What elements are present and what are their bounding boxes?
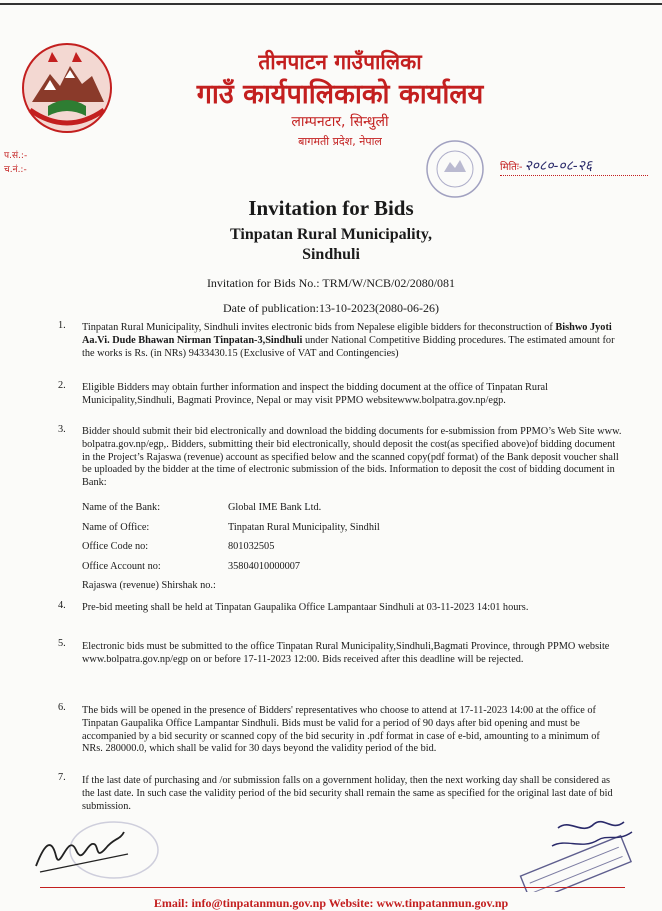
bank-row xyxy=(82,561,462,581)
project-name: Bishwo Jyoti Aa.Vi. Dude Bhawan Nirman Tinpatan-3,Sindhuli xyxy=(82,322,612,346)
footer-rule xyxy=(40,887,625,888)
bank-row xyxy=(82,541,462,561)
item-number: 6. xyxy=(58,702,66,713)
date-label: मितिः- xyxy=(500,162,523,173)
page-title: Invitation for Bids xyxy=(248,196,414,220)
bank-value: Global IME Bank Ltd. xyxy=(228,502,322,513)
bank-value: 801032505 xyxy=(228,541,275,552)
office-seal-icon xyxy=(424,138,486,200)
bank-key: Office Code no: xyxy=(82,541,149,552)
dispatch-number-label: च.नं.:- xyxy=(4,165,27,175)
municipality-name: तीनपाटन गाउँपालिका xyxy=(258,50,422,74)
org-name-line1: Tinpatan Rural Municipality, xyxy=(230,226,432,243)
clause-1-text-b: under National Competitive Bidding procedures. The estimated amount for the works is Rs. (in NRs) 9433430.15 (Exclusive of VAT and Contingencies) xyxy=(82,334,615,359)
province-line: बागमती प्रदेश, नेपाल xyxy=(298,135,382,148)
clause-7: If the last date of purchasing and /or submission falls on a government holiday, then the next working day shall be considered as the last date. In such case the validity period of the bid security shall remain the same as specified for the original last date of bid submission. xyxy=(82,775,613,812)
ref-number-label: प.सं.:- xyxy=(4,151,28,161)
bank-key: Office Account no: xyxy=(82,560,161,572)
nepal-emblem-icon xyxy=(18,40,116,136)
item-number: 2. xyxy=(58,380,66,391)
item-number: 4. xyxy=(58,600,66,611)
item-number: 7. xyxy=(58,772,66,783)
clause-1 xyxy=(82,322,622,360)
bank-row xyxy=(82,522,462,542)
office-name: गाउँ कार्यपालिकाको कार्यालय xyxy=(196,79,484,110)
signature-icon xyxy=(28,810,168,886)
item-number: 5. xyxy=(58,638,66,649)
bank-key: Name of Office: xyxy=(82,521,150,533)
bank-key: Rajaswa (revenue) Shirshak no.: xyxy=(82,580,216,591)
bank-value: Tinpatan Rural Municipality, Sindhil xyxy=(228,521,380,533)
bank-row xyxy=(82,580,462,600)
item-number: 3. xyxy=(58,424,66,435)
clause-6: The bids will be opened in the presence of Bidders' representatives who choose to attend at 17-11-2023 14:00 at the office of Tinpatan Gaupalika Office Lampantar Sindhuli. Bids must be valid for a period of 90 days after bid opening and must be accompanied by a bid security or scanned copy of the bid security in .pdf format in case of e-bid, amounting to a minimum of NRs. 280000.0, which shall be valid for 30 days beyond the validity period of the bid. xyxy=(82,705,600,755)
publication-date: Date of publication:13-10-2023(2080-06-26) xyxy=(223,301,439,315)
signature-stamp-icon xyxy=(508,810,638,892)
bank-row xyxy=(82,502,462,522)
date-field xyxy=(500,156,648,176)
org-name-line2: Sindhuli xyxy=(302,246,360,263)
clause-1-text-a: Tinpatan Rural Municipality, Sindhuli invites electronic bids from Nepalese eligible bidders for theconstruction of xyxy=(82,322,556,333)
item-number: 1. xyxy=(58,320,66,331)
office-location: लाम्पनटार, सिन्धुली xyxy=(291,114,389,130)
bank-key: Name of the Bank: xyxy=(82,502,161,513)
date-handwritten: २०८०-०८-२६ xyxy=(524,158,593,174)
footer-contact: Email: info@tinpatanmun.gov.np Website: www.tinpatanmun.gov.np xyxy=(153,896,509,910)
clause-2: Eligible Bidders may obtain further information and inspect the bidding document at the office of Tinpatan Rural Municipality,Sindhuli, Bagmati Province, Nepal or may visit PPMO websitewww.bolpatra.gov.np/egp. xyxy=(82,382,548,406)
top-rule xyxy=(0,3,662,5)
bank-value: 35804010000007 xyxy=(228,560,301,572)
bid-number: Invitation for Bids No.: TRM/W/NCB/02/2080/081 xyxy=(206,276,456,290)
clause-5: Electronic bids must be submitted to the office Tinpatan Rural Municipality,Sindhuli,Bagmati Province, through PPMO website www.bolpatra.gov.np/egp on or before 17-11-2023 12:00. Bids received after this deadline will be rejected. xyxy=(82,641,610,665)
bank-details xyxy=(82,502,462,600)
clause-3: Bidder should submit their bid electronically and download the bidding documents for e-submission from PPMO’s Web Site www. bolpatra.gov.np/egp,. Bidders, submitting their bid electronically, should deposit the cost(as specified above)of bidding document in the Project’s Rajaswa (revenue) account as specified below and the scanned copy(pdf format) of the Bank deposit voucher shall be uploaded by the bidder at the time of electronic submission of the bids. Information to deposit the cost of bidding document in Bank: xyxy=(82,426,622,489)
clause-4: Pre-bid meeting shall be held at Tinpatan Gaupalika Office Lampantaar Sindhuli at 03-11-2023 14:01 hours. xyxy=(82,602,529,613)
